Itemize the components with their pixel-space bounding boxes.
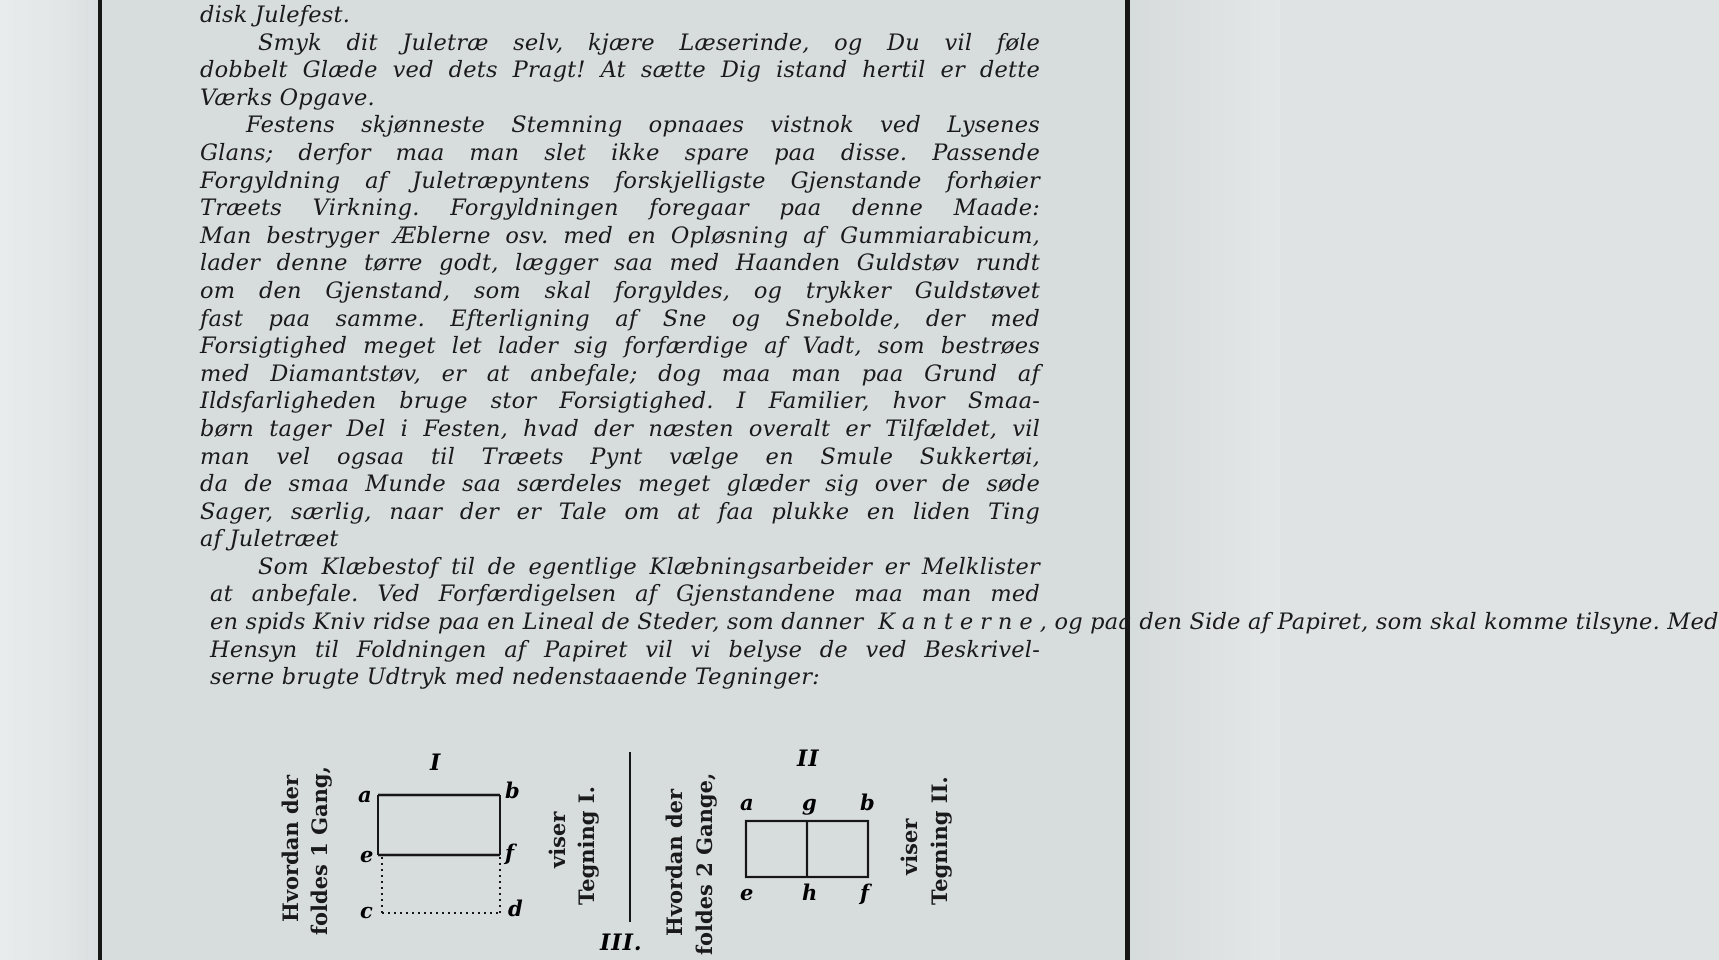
text-line: Glans; derfor maa man slet ikke spare paa disse. Passende [200,139,1040,166]
label-g: g [802,790,817,815]
outer-margin [0,0,100,960]
text-line: Sager, særlig, naar der er Tale om at faa plukke en liden Ting [200,498,1040,525]
label-d: d [508,896,523,921]
text-line: dobbelt Glæde ved dets Pragt! At sætte Dig istand hertil er dette [200,57,1040,84]
figure-title-II: II [797,746,820,772]
text-line: Træets Virkning. Forgyldningen foregaar paa denne Maade: [200,195,1040,222]
label-b: b [505,778,520,803]
label-e2: e [740,880,754,905]
body-text [200,2,1719,692]
text-line: Forgyldning af Juletræpyntens forskjelligste Gjenstande forhøier [200,167,1040,194]
text-line: Man bestryger Æblerne osv. med en Opløsning af Gummiarabicum, [200,222,1040,249]
right-caption-line2: foldes 2 Gange, [692,772,717,955]
left-shows-line1: viser [545,811,570,868]
text-fragment: en spids Kniv ridse paa en Lineal de Steder, som danner [210,609,864,636]
text-line: Hensyn til Foldningen af Papiret vil vi belyse de ved Beskrivel- [210,636,1040,663]
left-border-rule [98,0,102,960]
text-line: af Juletræet [200,526,339,553]
text-line: Festens skjønneste Stemning opnaaes vistnok ved Lysenes [246,112,1040,139]
text-line: Værks Opgave. [200,84,375,111]
label-a: a [358,782,372,807]
label-c: c [360,898,373,923]
text-line: Som Klæbestof til de egentlige Klæbningsarbeider er Melklister [258,553,1040,580]
text-line: Smyk dit Juletræ selv, kjære Læserinde, og Du vil føle [258,29,1040,56]
fold-diagram-two [740,815,875,880]
text-line [200,609,1719,637]
text-line: om den Gjenstand, som skal forgyldes, og trykker Guldstøvet [200,277,1040,304]
label-f2: f [860,880,870,905]
fold-diagram-one [370,785,510,925]
label-e: e [360,842,374,867]
right-margin [1130,0,1280,960]
figure-title-I: I [430,750,442,776]
text-fragment: , og paa den Side af Papiret, som skal komme tilsyne. Med [1039,609,1719,636]
left-caption-line2: foldes 1 Gang, [307,766,332,935]
left-shows-line2: Tegning I. [574,786,599,905]
text-line: serne brugte Udtryk med nedenstaaende Tegninger: [210,664,820,691]
figure-numeral-III: III. [600,930,643,956]
left-caption-line1: Hvordan der [278,774,303,922]
label-h: h [802,880,818,905]
label-a2: a [740,790,754,815]
text-line: børn tager Del i Festen, hvad der næsten overalt er Tilfældet, vil [200,415,1040,442]
text-line: fast paa samme. Efterligning af Sne og Snebolde, der med [200,305,1040,332]
text-line: da de smaa Munde saa særdeles meget glæder sig over de søde [200,471,1040,498]
text-line: Ildsfarligheden bruge stor Forsigtighed. I Familier, hvor Smaa- [200,388,1040,415]
text-line: disk Julefest. [200,2,351,28]
label-b2: b [860,790,875,815]
figure-divider [629,752,631,922]
text-line: med Diamantstøv, er at anbefale; dog maa man paa Grund af [200,360,1040,387]
text-line: man vel ogsaa til Træets Pynt vælge en Smule Sukkertøi, [200,443,1040,470]
text-line: lader denne tørre godt, lægger saa med Haanden Guldstøv rundt [200,250,1040,277]
spaced-word: Kanterne [878,609,1040,636]
label-f: f [505,840,515,865]
text-line: Forsigtighed meget let lader sig forfærdige af Vadt, som bestrøes [200,333,1040,360]
right-caption-line1: Hvordan der [662,788,687,936]
text-line: at anbefale. Ved Forfærdigelsen af Gjenstandene maa man med [210,581,1040,608]
right-shows-line2: Tegning II. [927,776,952,905]
right-shows-line1: viser [897,818,922,875]
